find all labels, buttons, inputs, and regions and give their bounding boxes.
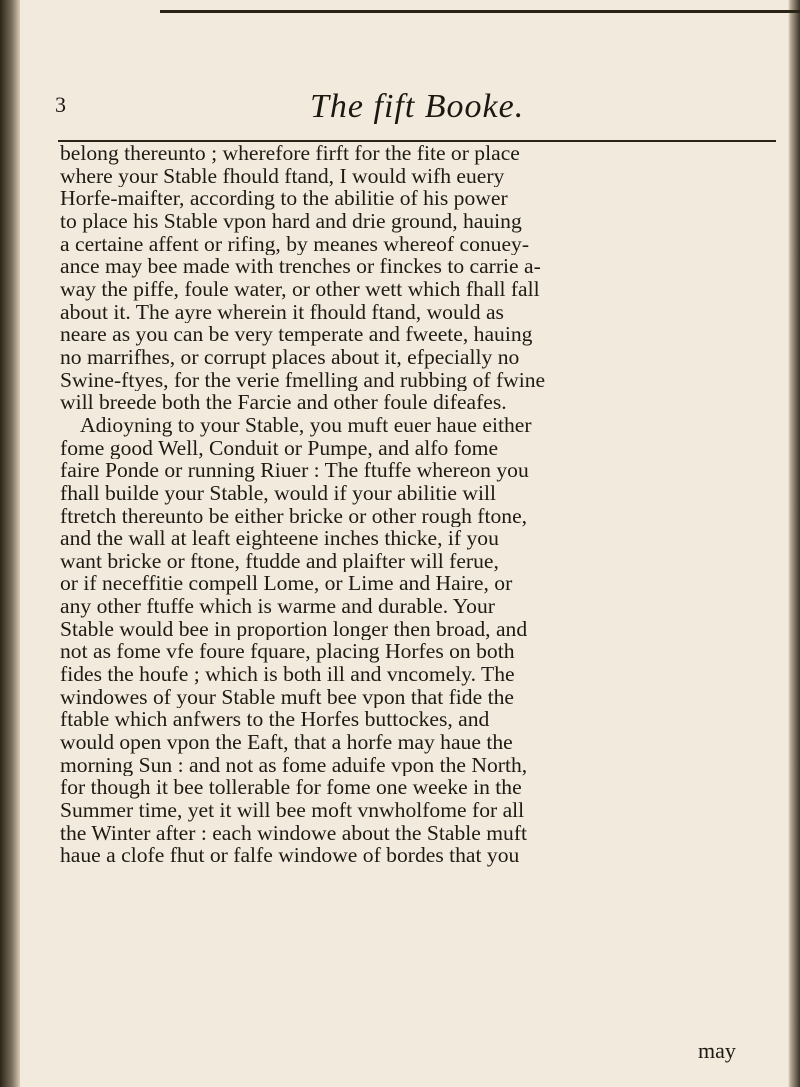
text-line: faire Ponde or running Riuer : The ftuffe whereon you bbox=[60, 459, 529, 482]
page-header bbox=[55, 88, 775, 140]
text-line: want bricke or ftone, ftudde and plaifter will ferue, bbox=[60, 549, 499, 573]
text-line: or if neceffitie compell Lome, or Lime and Haire, or bbox=[60, 572, 513, 596]
catchword: may bbox=[698, 1038, 736, 1063]
text-line: fome good Well, Conduit or Pumpe, and alfo fome bbox=[60, 436, 499, 460]
text-line: way the piffe, foule water, or other wett which fhall fall bbox=[60, 277, 540, 301]
text-line: fides the houfe ; which is both ill and vncomely. The bbox=[60, 663, 515, 686]
text-line: no marrifhes, or corrupt places about it, efpecially no bbox=[60, 345, 520, 369]
text-line: haue a clofe fhut or falfe windowe of bordes that you bbox=[60, 844, 520, 867]
text-line: ftretch thereunto be either bricke or other rough ftone, bbox=[60, 504, 528, 528]
text-line: ftable which anfwers to the Horfes buttockes, and bbox=[60, 708, 490, 732]
text-line: not as fome vfe foure fquare, placing Horfes on both bbox=[60, 640, 515, 664]
text-line: fhall builde your Stable, would if your abilitie will bbox=[60, 481, 496, 505]
text-line: Horfe-maifter, according to the abilitie of his power bbox=[60, 187, 508, 210]
text-line: the Winter after : each windowe about the Stable muft bbox=[60, 821, 528, 845]
page-number: 3 bbox=[55, 92, 66, 117]
text-line: Adioyning to your Stable, you muft euer haue either bbox=[80, 413, 532, 437]
text-line: and the wall at leaft eighteene inches thicke, if you bbox=[60, 527, 499, 550]
text-line: for though it bee tollerable for fome one weeke in the bbox=[60, 776, 522, 800]
text-line: windowes of your Stable muft bee vpon that fide the bbox=[60, 685, 514, 709]
running-head: The fift Booke. bbox=[310, 88, 525, 125]
text-line: will breede both the Farcie and other foule difeafes. bbox=[60, 391, 507, 414]
page-edge-shadow bbox=[788, 0, 800, 1087]
text-line: neare as you can be very temperate and fweete, hauing bbox=[60, 323, 533, 346]
text-line: ance may bee made with trenches or finckes to carrie a- bbox=[60, 255, 541, 278]
body-text bbox=[60, 142, 780, 867]
text-line: morning Sun : and not as fome aduife vpon the North, bbox=[60, 753, 528, 777]
text-line: where your Stable fhould ftand, I would wifh euery bbox=[60, 164, 505, 188]
text-line: about it. The ayre wherein it fhould ftand, would as bbox=[60, 300, 504, 324]
text-line: Swine-ftyes, for the verie fmelling and rubbing of fwine bbox=[60, 368, 546, 392]
text-line: Stable would bee in proportion longer then broad, and bbox=[60, 617, 528, 641]
text-line: belong thereunto ; wherefore firft for the fite or place bbox=[60, 142, 520, 165]
text-line: a certaine affent or rifing, by meanes whereof conuey- bbox=[60, 232, 530, 256]
top-border-rule bbox=[160, 10, 800, 13]
page-gutter-shadow bbox=[0, 0, 20, 1087]
text-line: would open vpon the Eaft, that a horfe may haue the bbox=[60, 731, 513, 754]
text-line: any other ftuffe which is warme and durable. Your bbox=[60, 595, 495, 618]
text-line: to place his Stable vpon hard and drie ground, hauing bbox=[60, 209, 522, 233]
text-line: Summer time, yet it will bee moft vnwholfome for all bbox=[60, 799, 525, 822]
